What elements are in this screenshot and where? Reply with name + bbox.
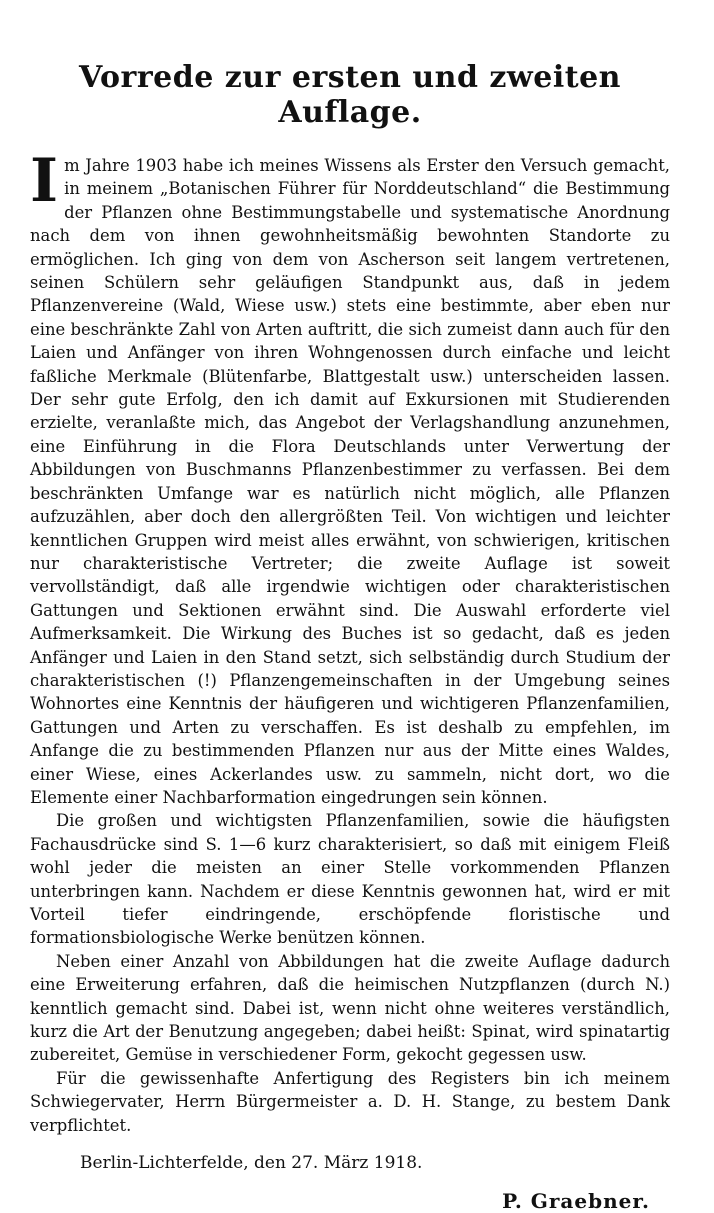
paragraph-1 xyxy=(30,146,670,809)
paragraph-4: Für die gewissenhafte Anfertigung des Registers bin ich meinem Schwiegervater, Herrn Bürgermeister a. D. H. Stange, zu bestem Dank verpflichtet. xyxy=(30,1068,670,1135)
author-signature: P. Graebner. xyxy=(502,1189,650,1213)
page-title: Vorrede zur ersten und zweiten Auflage. xyxy=(79,60,621,130)
paragraph-3: Neben einer Anzahl von Abbildungen hat die zweite Auflage dadurch eine Erweiterung erfahren, daß die heimischen Nutzpflanzen (durch N.) kenntlich gemacht sind. Dabei ist, wenn nicht ohne weiteres verständlich, kurz die Art der Benutzung angegeben; dabei heißt: Spinat, wird spinatartig zubereitet, Gemüse in verschiedener Form, gekocht gegessen usw. xyxy=(30,951,670,1065)
place-date-line: Berlin-Lichterfelde, den 27. März 1918. xyxy=(80,1153,423,1174)
paragraph-1-text: m Jahre 1903 habe ich meines Wissens als Erster den Versuch gemacht, in meinem „Botanischen Führer für Norddeutschland“ die Bestimmung der Pflanzen ohne Bestimmungstabelle und systematische Anordnung nach dem von ihnen gewohnheitsmäßig bewohnten Standorte zu ermöglichen. Ich ging von dem von Ascherson seit langem vertretenen, seinen Schülern sehr geläufigen Standpunkt aus, daß in jedem Pflanzenvereine (Wald, Wiese usw.) stets eine bestimmte, aber eben nur eine beschränkte Zahl von Arten auftritt, die sich zumeist dann auch für den Laien und Anfänger von ihren Wohngenossen durch einfache und leicht faßliche Merkmale (Blütenfarbe, Blattgestalt usw.) unterscheiden lassen. Der sehr gute Erfolg, den ich damit auf Exkursionen mit Studierenden erzielte, veranlaßte mich, das Angebot der Verlagshandlung anzunehmen, eine Einführung in die Flora Deutschlands unter Verwertung der Abbildungen von Buschmanns Pflanzenbestimmer zu verfassen. Bei dem beschränkten Umfange war es natürlich nicht möglich, alle Pflanzen aufzuzählen, aber doch den allergrößten Teil. Von wichtigen und leichter kenntlichen Gruppen wird meist alles erwähnt, von schwierigen, kritischen nur charakteristische Vertreter; die zweite Auflage ist soweit vervollständigt, daß alle irgendwie wichtigen oder charakteristischen Gattungen und Sektionen erwähnt sind. Die Auswahl erforderte viel Aufmerksamkeit. Die Wirkung des Buches ist so gedacht, daß es jeden Anfänger und Laien in den Stand setzt, sich selbständig durch Studium der charakteristischen (!) Pflanzengemeinschaften in der Umgebung seines Wohnortes eine Kenntnis der häufigeren und wichtigeren Pflanzenfamilien, Gattungen und Arten zu verschaffen. Es ist deshalb zu empfehlen, im Anfange die zu bestimmenden Pflanzen nur aus der Mitte eines Waldes, einer Wiese, eines Ackerlandes usw. zu sammeln, nicht dort, wo die Elemente einer Nachbarformation eingedrungen sein können. xyxy=(30,156,670,807)
document-page xyxy=(30,60,670,1213)
drop-cap: I xyxy=(30,146,59,216)
paragraph-2: Die großen und wichtigsten Pflanzenfamilien, sowie die häufigsten Fachausdrücke sind S. 1—6 kurz charakterisiert, so daß mit einigem Fleiß wohl jeder die meisten an einer Stelle vorkommenden Pflanzen unterbringen kann. Nachdem er diese Kenntnis gewonnen hat, wird er mit Vorteil tiefer eindringende, erschöpfende floristische und formationsbiologische Werke benützen können. xyxy=(30,811,670,948)
